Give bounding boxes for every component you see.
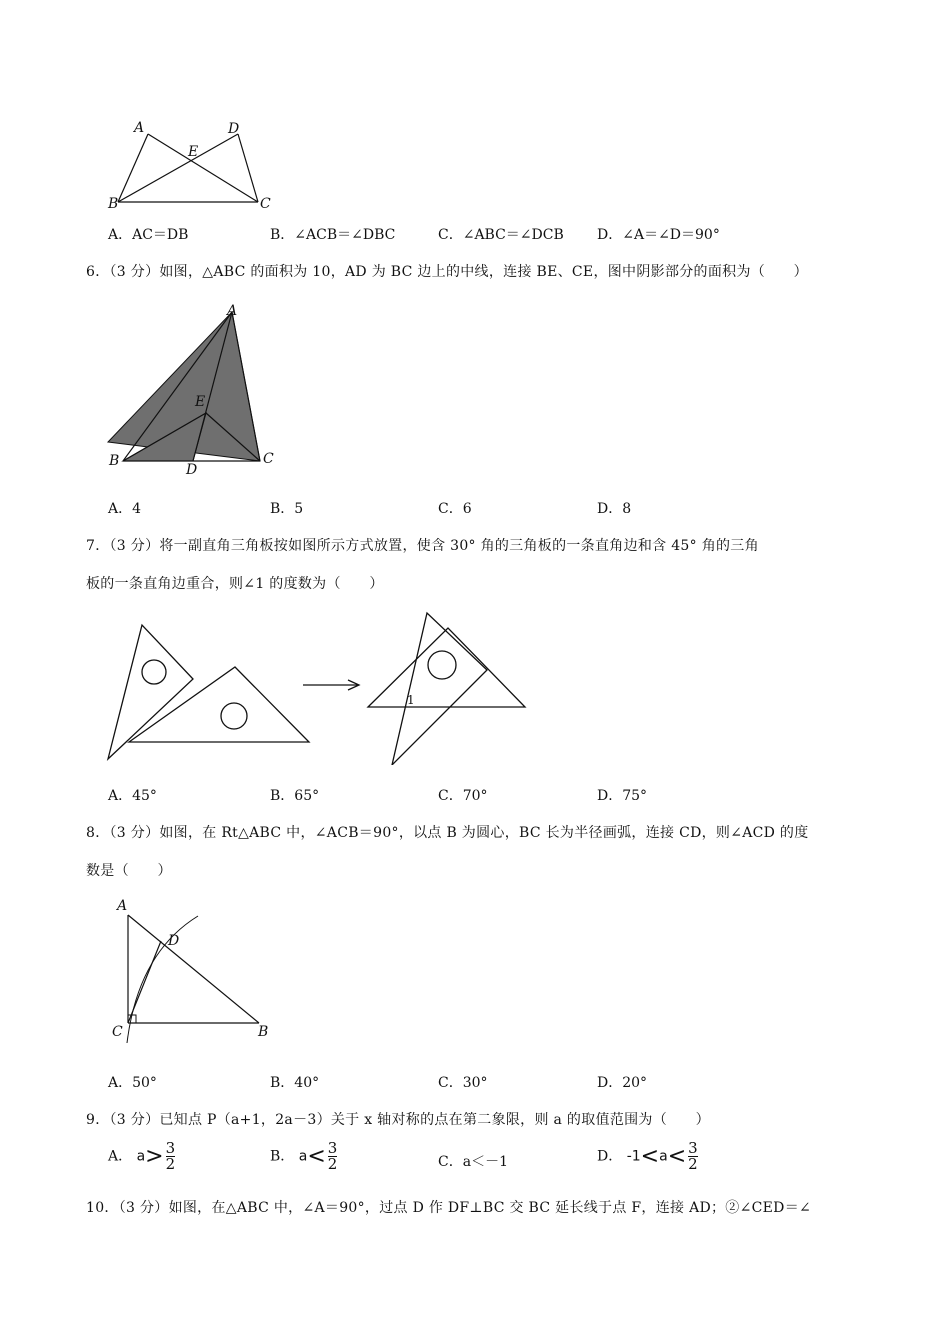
q9-a-fraction: $\frac{3}{2}$ xyxy=(165,1139,176,1173)
q7-option-c[interactable]: C．70° xyxy=(438,788,488,804)
q6-figure xyxy=(100,298,290,478)
q8-stem-line1: 8．（3 分）如图，在 Rt△ABC 中，∠ACB＝90°，以点 B 为圆心，BC 长为半径画弧，连接 CD，则∠ACD 的度 xyxy=(86,825,809,841)
q6-option-b[interactable]: B．5 xyxy=(270,501,304,517)
q5-option-d[interactable]: D．∠A＝∠D＝90° xyxy=(597,227,720,243)
q8-stem-line2: 数是（ ） xyxy=(86,863,172,879)
q7-option-b[interactable]: B．65° xyxy=(270,788,320,804)
q5-option-b[interactable]: B．∠ACB＝∠DBC xyxy=(270,227,396,243)
q8-options xyxy=(108,1072,748,1094)
q7-figure xyxy=(100,605,540,765)
q9-option-b[interactable]: B． a< $\frac{3}{2}$ xyxy=(270,1139,338,1173)
q9-b-fraction: $\frac{3}{2}$ xyxy=(327,1139,338,1173)
q5-options xyxy=(108,224,748,246)
q7-angle-1: 1 xyxy=(407,693,415,707)
q8-figure xyxy=(100,893,290,1048)
q5-label-c: C xyxy=(260,196,271,212)
q10-stem: 10．（3 分）如图，在△ABC 中，∠A＝90°，过点 D 作 DF⊥BC 交 BC 延长线于点 F，连接 AD；②∠CED＝∠ xyxy=(86,1200,812,1216)
q8-option-c[interactable]: C．30° xyxy=(438,1075,488,1091)
q9-d-fraction: $\frac{3}{2}$ xyxy=(688,1139,698,1173)
q9-option-d[interactable]: D． -1<a< $\frac{3}{2}$ xyxy=(597,1139,698,1173)
q8-option-a[interactable]: A．50° xyxy=(108,1075,157,1091)
q6-option-d[interactable]: D．8 xyxy=(597,501,632,517)
q5-option-c[interactable]: C．∠ABC＝∠DCB xyxy=(438,227,564,243)
q8-label-c: C xyxy=(112,1024,123,1040)
q7-stem-line1: 7．（3 分）将一副直角三角板按如图所示方式放置，使含 30° 角的三角板的一条直角边和含 45° 角的三角 xyxy=(86,538,759,554)
q9-option-a[interactable]: A． a> $\frac{3}{2}$ xyxy=(108,1139,176,1173)
q6-option-c[interactable]: C．6 xyxy=(438,501,472,517)
q6-label-b: B xyxy=(109,453,120,469)
q6-label-a: A xyxy=(227,303,238,319)
q6-options xyxy=(108,498,748,520)
q8-label-d: D xyxy=(168,933,180,949)
q7-options xyxy=(108,785,748,807)
q6-label-e: E xyxy=(195,394,206,410)
q5-figure xyxy=(100,118,290,214)
q7-option-a[interactable]: A．45° xyxy=(108,788,157,804)
q9-stem: 9．（3 分）已知点 P（a+1，2a－3）关于 x 轴对称的点在第二象限，则 a 的取值范围为（ ） xyxy=(86,1112,710,1128)
q9-option-c[interactable]: C．a＜－1 xyxy=(438,1154,508,1170)
q6-option-a[interactable]: A．4 xyxy=(108,501,142,517)
q5-label-a: A xyxy=(134,120,145,136)
q8-option-d[interactable]: D．20° xyxy=(597,1075,648,1091)
q7-stem-line2: 板的一条直角边重合，则∠1 的度数为（ ） xyxy=(86,576,384,592)
q8-label-a: A xyxy=(117,898,128,914)
q8-label-b: B xyxy=(258,1024,269,1040)
q5-label-e: E xyxy=(188,144,199,160)
q5-option-a[interactable]: A．AC＝DB xyxy=(108,227,189,243)
q5-label-b: B xyxy=(108,196,119,212)
q5-label-d: D xyxy=(228,121,240,137)
q8-option-b[interactable]: B．40° xyxy=(270,1075,320,1091)
q6-stem: 6．（3 分）如图，△ABC 的面积为 10，AD 为 BC 边上的中线，连接 BE、CE，图中阴影部分的面积为（ ） xyxy=(86,264,808,280)
q7-option-d[interactable]: D．75° xyxy=(597,788,648,804)
q9-options xyxy=(108,1139,748,1181)
q6-label-c: C xyxy=(263,451,274,467)
q6-label-d: D xyxy=(186,462,198,478)
